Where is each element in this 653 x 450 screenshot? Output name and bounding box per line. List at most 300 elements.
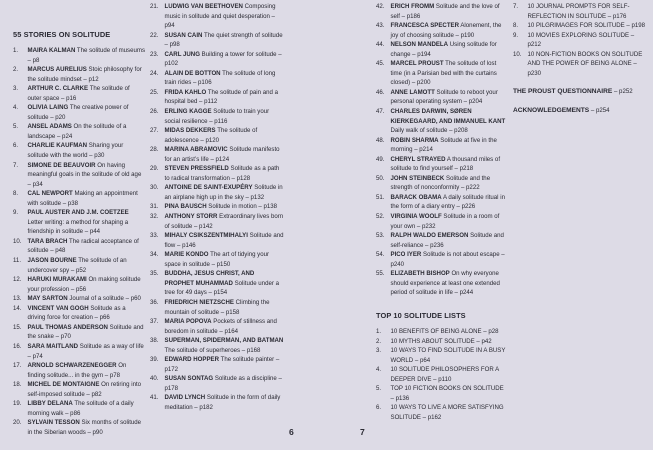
entry-text <box>165 2 285 31</box>
entry-name: CHERYL STRAYED <box>390 155 446 163</box>
entry-text <box>28 141 146 160</box>
entry-description: Pockets of stillness and boredom in solitude – p164 <box>164 318 277 335</box>
entry-number: 5. <box>376 385 382 393</box>
toc-entry <box>150 269 284 298</box>
entry-number: 44. <box>376 41 385 49</box>
entry-text: 10 WAYS TO LIVE A MORE SATISFYING SOLITUDE – p162 <box>390 404 504 421</box>
toc-entry <box>150 183 284 202</box>
entry-description: Alonement, the joy of choosing solitude – p190 <box>390 22 502 39</box>
entry-name: JOHN STEINBECK <box>390 174 445 182</box>
entry-description: The solitude of a daily morning walk – p86 <box>27 400 134 417</box>
entry-description: Solitude to reboot your personal operating system – p204 <box>390 88 498 106</box>
entry-name: MIHALY CSIKSZENTMIHALYI <box>164 232 248 240</box>
entry-description: Solitude as a driving force for creation – p66 <box>27 304 126 322</box>
toc-entry <box>376 88 508 107</box>
entry-number: 10. <box>513 50 522 58</box>
entry-description: The solitude of superheroes – p168 <box>164 346 261 354</box>
entry-number: 38. <box>150 337 159 345</box>
entry-number: 52. <box>376 213 385 221</box>
entry-text: 10 MYTHS ABOUT SOLITUDE – p42 <box>390 337 492 345</box>
entry-number: 45. <box>376 60 385 68</box>
entry-text <box>391 193 509 212</box>
entry-text <box>391 231 509 250</box>
entry-text <box>28 361 146 380</box>
entry-text: 10 WAYS TO FIND SOLITUDE IN A BUSY WORLD – p64 <box>390 347 506 364</box>
entry-text <box>391 88 509 107</box>
entry-text <box>165 202 285 212</box>
toc-entry <box>13 275 145 294</box>
entry-text <box>165 126 285 145</box>
entry-number: 50. <box>376 174 385 182</box>
entry-number: 12. <box>13 276 22 284</box>
entry-number: 20. <box>13 419 22 427</box>
entry-name: CHARLIE KAUFMAN <box>27 142 88 150</box>
entry-text <box>165 374 285 393</box>
entry-description: Composing music in solitude and quiet desperation – p94 <box>164 3 276 30</box>
entry-text <box>165 164 285 183</box>
entry-description: Solitude manifesto for an artist’s life – p124 <box>164 146 280 163</box>
entry-name: ELIZABETH BISHOP <box>390 270 450 278</box>
toc-entry <box>150 126 284 145</box>
entry-description: On having meaningful goals in the solitude of old age – p34 <box>27 161 142 188</box>
toc-entry <box>376 346 508 365</box>
entry-number: 10. <box>13 237 22 245</box>
toc-entry <box>376 193 508 212</box>
entry-description: A thousand miles of solitude to find yourself – p218 <box>390 155 501 173</box>
entry-description: On finding solitude... in the gym – p78 <box>27 362 127 379</box>
entry-text <box>28 275 146 294</box>
toc-entry <box>150 336 284 355</box>
entry-text <box>28 208 146 237</box>
entry-text <box>391 59 509 88</box>
entry-number: 30. <box>150 184 159 192</box>
entry-text: TOP 10 FICTION BOOKS ON SOLITUDE – p136 <box>390 385 504 402</box>
toc-entry <box>150 250 284 269</box>
entry-name: ANTOINE DE SAINT-EXUPÉRY <box>164 184 253 192</box>
entry-number: 6. <box>13 142 19 150</box>
entry-text <box>165 88 285 107</box>
toc-entry <box>150 145 284 164</box>
entry-name: ARNOLD SCHWARZENEGGER <box>27 362 117 370</box>
entry-number: 5. <box>13 123 19 131</box>
acknowledgements-title: ACKNOWLEDGEMENTS <box>513 106 590 114</box>
entry-name: PAUL THOMAS ANDERSON <box>27 323 108 331</box>
entry-name: LUDWIG VAN BEETHOVEN <box>164 3 243 10</box>
toc-entry <box>13 294 145 304</box>
entry-number: 1. <box>13 47 19 54</box>
toc-entry <box>13 342 145 361</box>
entry-number: 2. <box>376 337 382 345</box>
entry-number: 47. <box>376 108 385 116</box>
entry-name: ANTHONY STORR <box>164 213 218 221</box>
entry-number: 7. <box>13 161 19 169</box>
entry-number: 34. <box>150 251 159 259</box>
toc-entry <box>150 107 284 126</box>
entry-number: 9. <box>513 31 519 39</box>
entry-number: 25. <box>150 88 159 96</box>
entry-description: Journal of a solitude – p60 <box>67 295 141 303</box>
entry-description: The solitude of lost time (in a Parisian bed with the curtains closed) – p200 <box>390 60 497 87</box>
entry-name: LIBBY DELANA <box>27 400 73 408</box>
entry-text <box>165 317 285 336</box>
toc-entry <box>513 2 649 21</box>
entry-description: Solitude as a path to radical transformation – p128 <box>164 165 280 182</box>
entry-description: Solitude in the form of daily meditation – p182 <box>164 394 281 411</box>
entry-description: Solitude and flow – p146 <box>164 232 284 249</box>
acknowledgements-page: – p254 <box>589 106 610 114</box>
entry-description: Solitude as a way of life – p74 <box>27 342 144 360</box>
toc-entry <box>376 155 508 174</box>
toc-entry <box>13 380 145 399</box>
entry-text <box>28 380 146 399</box>
entry-description: Solitude in an airplane high up in the sky – p132 <box>164 184 283 201</box>
left-column-2 <box>150 2 284 413</box>
entry-number: 11. <box>13 257 22 265</box>
toc-entry <box>13 161 145 190</box>
entry-number: 24. <box>150 69 159 77</box>
entry-number: 32. <box>150 213 159 221</box>
entry-name: CARL JUNG <box>164 50 200 58</box>
entry-name: MARIE KONDO <box>164 251 209 259</box>
entry-text <box>391 21 509 40</box>
toc-entry <box>13 46 145 65</box>
entry-text <box>391 174 509 193</box>
entry-name: BARACK OBAMA <box>390 193 442 201</box>
entry-name: MARIA POPOVA <box>164 318 212 326</box>
entry-number: 42. <box>376 3 385 10</box>
entry-number: 2. <box>13 66 19 74</box>
entry-text <box>165 336 285 355</box>
entry-text <box>391 2 509 21</box>
entry-name: SARA MAITLAND <box>27 342 79 350</box>
toc-entry <box>376 174 508 193</box>
entry-text <box>391 269 509 298</box>
entry-number: 4. <box>13 104 19 112</box>
entry-number: 43. <box>376 22 385 30</box>
entry-text <box>165 231 285 250</box>
entry-text: 10 SOLITUDE PHILOSOPHERS FOR A DEEPER DIVE – p110 <box>390 366 499 383</box>
entry-number: 46. <box>376 88 385 96</box>
toc-entry <box>150 212 284 231</box>
entry-description: Making an appointment with solitude – p38 <box>27 190 138 207</box>
entry-name: ERICH FROMM <box>390 3 435 10</box>
toc-entry <box>150 298 284 317</box>
section-heading-top10: TOP 10 SOLITUDE LISTS <box>376 310 466 320</box>
entry-text <box>165 107 285 126</box>
entry-name: MAIRA KALMAN <box>27 47 76 54</box>
entry-number: 13. <box>13 295 22 303</box>
toc-entry <box>150 355 284 374</box>
toc-entry <box>376 337 508 347</box>
entry-number: 6. <box>376 404 382 412</box>
proust-title: THE PROUST QUESTIONNAIRE <box>513 88 613 96</box>
entry-name: SUSAN SONTAG <box>164 375 214 383</box>
entry-description: On making solitude your profession – p56 <box>27 276 141 293</box>
entry-description: Solitude is not about escape – p240 <box>390 251 505 268</box>
entry-number: 8. <box>513 22 519 30</box>
entry-text <box>28 189 146 208</box>
toc-entry <box>13 65 145 84</box>
entry-description: Extraordinary lives born of solitude – p142 <box>164 213 284 230</box>
toc-entry <box>13 103 145 122</box>
entry-text <box>165 212 285 231</box>
page-number-right: 7 <box>360 427 365 437</box>
entry-description: Solitude and the snake – p70 <box>27 323 144 341</box>
entry-number: 3. <box>13 85 19 93</box>
entry-description: On retiring into self-imposed solitude – p82 <box>27 381 142 398</box>
entry-number: 29. <box>150 165 159 173</box>
toc-entry <box>376 59 508 88</box>
entry-text <box>28 46 146 65</box>
entry-number: 22. <box>150 31 159 39</box>
entry-number: 9. <box>13 209 19 217</box>
entry-number: 14. <box>13 304 22 312</box>
entry-text <box>165 31 285 50</box>
entry-description: A daily solitude ritual in the form of a diary entry – p226 <box>390 193 505 211</box>
entry-description: On why everyone should experience at least one extended period of solitude in life – p244 <box>390 270 500 297</box>
entry-name: FRIDA KAHLO <box>164 88 207 96</box>
entry-name: ROBIN SHARMA <box>390 136 439 144</box>
entry-number: 31. <box>150 203 159 211</box>
toc-entry <box>13 84 145 103</box>
entry-text <box>391 107 509 136</box>
toc-entry <box>376 231 508 250</box>
entry-description: Sharing your solitude with the world – p30 <box>27 142 124 160</box>
entry-description: The solitude of pain and a hospital bed – p112 <box>164 88 278 106</box>
entry-name: DAVID LYNCH <box>164 394 206 402</box>
entry-description: The art of tidying your space in solitude – p150 <box>164 251 270 268</box>
entry-description: Using solitude for change – p194 <box>390 41 497 58</box>
toc-entry <box>13 399 145 418</box>
entry-text <box>28 294 146 304</box>
entry-name: EDWARD HOPPER <box>164 356 220 364</box>
entry-description: Solitude in a room of your own – p232 <box>390 213 500 230</box>
entry-number: 15. <box>13 323 22 331</box>
right-column-2 <box>513 2 649 115</box>
entry-number: 41. <box>150 394 159 402</box>
entry-number: 17. <box>13 362 22 370</box>
entry-number: 4. <box>376 366 382 374</box>
entry-name: OLIVIA LAING <box>27 104 69 112</box>
toc-entry <box>150 88 284 107</box>
entry-number: 27. <box>150 127 159 135</box>
entry-name: FRIEDRICH NIETZSCHE <box>164 298 234 306</box>
entry-description: Solitude and the love of self – p186 <box>390 3 500 20</box>
entry-number: 23. <box>150 50 159 58</box>
toc-entry <box>150 164 284 183</box>
entry-text: 10 MOVIES EXPLORING SOLITUDE – p212 <box>527 31 635 49</box>
entry-number: 3. <box>376 347 382 355</box>
entry-number: 7. <box>513 3 519 10</box>
story-list-2 <box>150 2 284 413</box>
entry-name: ANNE LAMOTT <box>390 88 435 96</box>
toc-entry <box>13 208 145 237</box>
toc-entry <box>376 384 508 403</box>
entry-text <box>165 69 285 88</box>
toc-entry <box>13 256 145 275</box>
entry-text <box>391 212 509 231</box>
toc-entry <box>513 50 649 79</box>
entry-description: Daily walk of solitude – p208 <box>390 127 468 135</box>
entry-description: Solitude and the strength of nonconformity – p222 <box>390 174 491 192</box>
entry-text <box>165 298 285 317</box>
entry-description: Stoic philosophy for the solitude mindset – p12 <box>27 66 142 83</box>
section-heading-stories: 55 STORIES ON SOLITUDE <box>13 30 111 39</box>
toc-entry <box>376 2 508 21</box>
entry-description: On the solitude of a landscape – p24 <box>27 123 127 140</box>
entry-number: 28. <box>150 146 159 154</box>
entry-name: VIRGINIA WOOLF <box>390 213 442 221</box>
entry-name: STEVEN PRESSFIELD <box>164 165 229 173</box>
toc-entry <box>13 323 145 342</box>
entry-text <box>28 399 146 418</box>
entry-text <box>165 50 285 69</box>
entry-name: ERLING KAGGE <box>164 108 212 116</box>
entry-text <box>165 145 285 164</box>
toc-entry <box>376 21 508 40</box>
toc-entry <box>13 418 145 437</box>
entry-number: 40. <box>150 375 159 383</box>
top10-list-1 <box>376 327 508 422</box>
toc-entry <box>150 2 284 31</box>
toc-entry <box>13 304 145 323</box>
entry-name: RALPH WALDO EMERSON <box>390 232 469 240</box>
entry-description: Climbing the mountain of solitude – p158 <box>164 298 270 316</box>
entry-name: MARINA ABRAMOVIC <box>164 146 228 154</box>
entry-name: PAUL AUSTER AND J.M. COETZEE <box>27 209 129 217</box>
page-number-left: 6 <box>289 427 294 437</box>
entry-number: 19. <box>13 400 22 408</box>
story-list-3 <box>376 2 508 298</box>
entry-number: 37. <box>150 318 159 326</box>
entry-name: SUSAN CAIN <box>164 31 203 39</box>
entry-description: The solitude painter – p172 <box>164 356 280 373</box>
entry-description: Letter writing: a method for shaping a friendship in solitude – p44 <box>27 218 129 236</box>
toc-entry <box>376 136 508 155</box>
entry-name: MAY SARTON <box>27 295 68 303</box>
entry-name: SIMONE DE BEAUVOIR <box>27 161 96 169</box>
entry-name: VINCENT VAN GOGH <box>27 304 89 312</box>
entry-text <box>28 323 146 342</box>
entry-description: Solitude under a tree for 49 days – p154 <box>164 279 279 297</box>
entry-description: Solitude to train your social resilience – p116 <box>164 108 270 125</box>
entry-name: NELSON MANDELA <box>390 41 449 49</box>
entry-text <box>391 136 509 155</box>
toc-entry <box>150 202 284 212</box>
entry-name: PICO IYER <box>390 251 422 259</box>
entry-text <box>165 183 285 202</box>
toc-entry <box>150 231 284 250</box>
entry-text <box>165 250 285 269</box>
entry-description: Solitude as a discipline – p178 <box>164 375 282 392</box>
entry-name: BUDDHA, JESUS CHRIST, AND PROPHET MUHAMMAD <box>164 270 255 287</box>
entry-description: The solitude of outer space – p16 <box>27 85 130 102</box>
entry-name: CAL NEWPORT <box>27 190 73 198</box>
entry-text <box>28 161 146 190</box>
entry-name: ARTHUR C. CLARKE <box>27 85 89 93</box>
entry-name: CHARLES DARWIN, SØREN KIERKEGAARD, AND IMMANUEL KANT <box>390 108 506 125</box>
entry-name: TARA BRACH <box>27 237 68 245</box>
entry-number: 48. <box>376 136 385 144</box>
toc-entry <box>376 403 508 422</box>
entry-name: SYLVAIN TESSON <box>27 419 80 427</box>
right-column-1 <box>376 2 508 422</box>
entry-name: PINA BAUSCH <box>164 203 207 211</box>
toc-entry <box>150 50 284 69</box>
entry-text <box>165 355 285 374</box>
toc-entry <box>150 69 284 88</box>
entry-text <box>391 250 509 269</box>
entry-description: The creative power of solitude – p20 <box>27 104 129 121</box>
entry-text <box>391 40 509 59</box>
toc-entry <box>13 237 145 256</box>
entry-description: The radical acceptance of solitude – p48 <box>27 237 139 255</box>
entry-number: 51. <box>376 193 385 201</box>
toc-entry <box>13 122 145 141</box>
entry-name: SUPERMAN, SPIDERMAN, AND BATMAN <box>164 337 284 345</box>
toc-entry <box>13 361 145 380</box>
entry-text: 10 JOURNAL PROMPTS FOR SELF-REFLECTION IN SOLITUDE – p176 <box>527 3 630 20</box>
entry-name: FRANCESCA SPECTER <box>390 22 460 30</box>
entry-text <box>165 269 285 298</box>
entry-number: 18. <box>13 381 22 389</box>
entry-description: Solitude at five in the morning – p214 <box>390 136 497 154</box>
entry-number: 1. <box>376 327 382 335</box>
entry-description: Solitude and self-reliance – p236 <box>390 232 504 249</box>
toc-entry <box>150 393 284 412</box>
entry-number: 54. <box>376 251 385 259</box>
entry-name: JASON BOURNE <box>27 257 77 265</box>
entry-text <box>28 304 146 323</box>
proust-page: – p252 <box>612 88 633 96</box>
entry-description: The solitude of museums – p8 <box>27 47 146 64</box>
toc-entry <box>376 250 508 269</box>
toc-entry <box>376 212 508 231</box>
entry-number: 16. <box>13 342 22 350</box>
entry-description: The solitude of adolescence – p120 <box>164 127 258 144</box>
toc-entry <box>13 189 145 208</box>
entry-text <box>28 122 146 141</box>
entry-text <box>28 256 146 275</box>
entry-text <box>28 237 146 256</box>
entry-name: ANSEL ADAMS <box>27 123 72 131</box>
toc-entry <box>150 317 284 336</box>
toc-entry <box>376 327 508 337</box>
entry-description: Building a tower for solitude – p102 <box>164 50 282 68</box>
entry-name: MIDAS DEKKERS <box>164 127 216 135</box>
toc-entry <box>150 31 284 50</box>
entry-text <box>391 155 509 174</box>
entry-text: 10 BENEFITS OF BEING ALONE – p28 <box>390 327 499 335</box>
entry-number: 8. <box>13 190 19 198</box>
entry-number: 55. <box>376 270 385 278</box>
entry-number: 36. <box>150 298 159 306</box>
entry-text <box>28 342 146 361</box>
acknowledgements-entry <box>513 106 649 116</box>
entry-name: MICHEL DE MONTAIGNE <box>27 381 100 389</box>
entry-description: Solitude in motion – p138 <box>206 203 278 211</box>
entry-text <box>165 393 285 412</box>
proust-questionnaire-entry <box>513 87 649 97</box>
entry-number: 49. <box>376 155 385 163</box>
toc-entry <box>376 269 508 298</box>
entry-number: 39. <box>150 356 159 364</box>
entry-name: MARCEL PROUST <box>390 60 444 68</box>
entry-number: 33. <box>150 232 159 240</box>
toc-entry <box>376 40 508 59</box>
entry-name: HARUKI MURAKAMI <box>27 276 87 284</box>
entry-description: The solitude of long train rides – p106 <box>164 69 276 87</box>
